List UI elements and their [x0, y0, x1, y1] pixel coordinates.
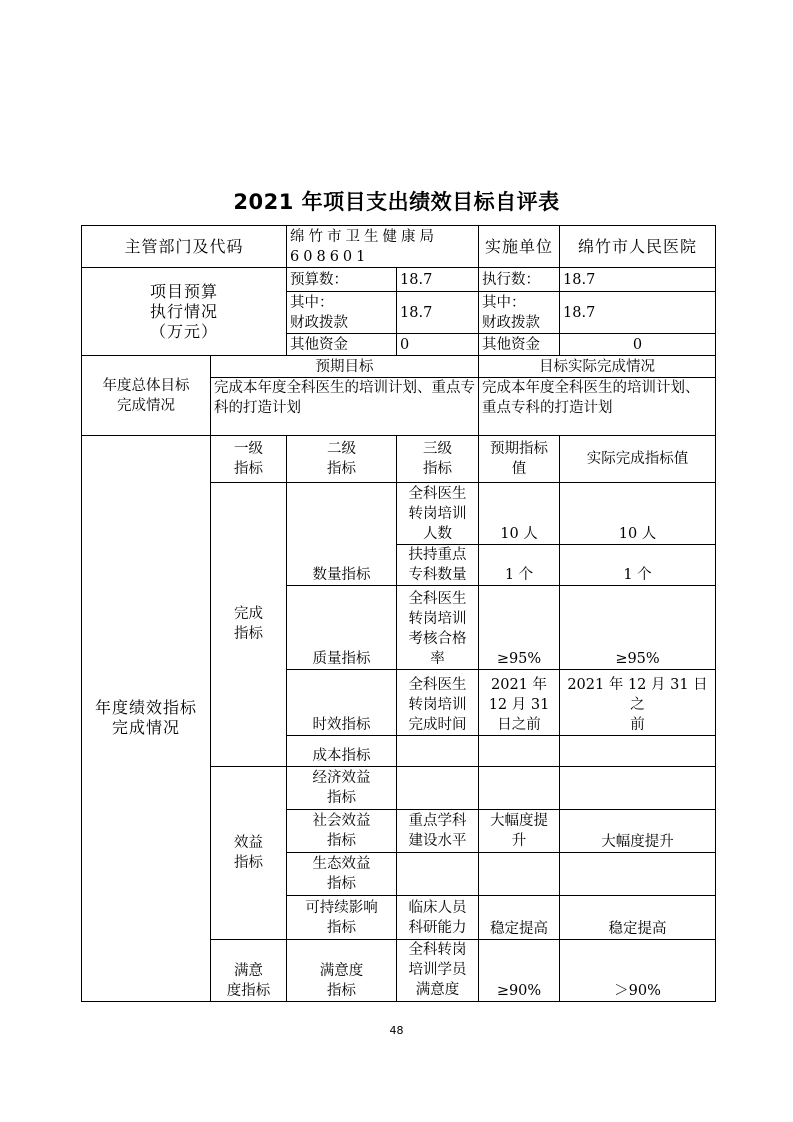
- actual-cell: 2021 年 12 月 31 日之 前: [560, 669, 716, 735]
- among-label: 其中： 财政拨款: [287, 292, 397, 334]
- l3-cell: [397, 735, 479, 766]
- l3-cell: 扶持重点 专科数量: [397, 545, 479, 586]
- among-exec: 18.7: [560, 292, 716, 334]
- exec-value: 18.7: [560, 268, 716, 292]
- l3-cell: [397, 767, 479, 810]
- expected-cell: ≥95%: [479, 586, 560, 669]
- actual-text: 完成本年度全科医生的培训计划、重点专科的打造计划: [479, 377, 716, 435]
- l2-cell: 数量指标: [287, 482, 397, 585]
- among-plan: 18.7: [397, 292, 479, 334]
- budget-label: 项目预算 执行情况 （万元）: [82, 268, 287, 356]
- col-actual-header: 实际完成指标值: [560, 435, 716, 482]
- col-l1-header: 一级 指标: [211, 435, 287, 482]
- actual-header: 目标实际完成情况: [479, 356, 716, 377]
- other-exec: 0: [560, 334, 716, 356]
- actual-cell: [560, 853, 716, 896]
- expected-cell: [479, 853, 560, 896]
- expected-cell: [479, 767, 560, 810]
- l2-cell: 社会效益 指标: [287, 810, 397, 853]
- expected-text: 完成本年度全科医生的培训计划、重点专科的打造计划: [211, 377, 479, 435]
- table-row: [82, 356, 716, 377]
- l2-cell: 质量指标: [287, 586, 397, 669]
- col-l2-header: 二级 指标: [287, 435, 397, 482]
- actual-cell: 10 人: [560, 482, 716, 544]
- actual-cell: [560, 735, 716, 766]
- actual-cell: [560, 767, 716, 810]
- plan-value: 18.7: [397, 268, 479, 292]
- l3-cell: 全科医生 转岗培训 人数: [397, 482, 479, 544]
- col-l3-header: 三级 指标: [397, 435, 479, 482]
- l2-cell: 时效指标: [287, 669, 397, 735]
- actual-cell: 稳定提高: [560, 896, 716, 939]
- l2-cell: 成本指标: [287, 735, 397, 766]
- self-evaluation-table: [81, 225, 716, 1002]
- overall-label: 年度总体目标 完成情况: [82, 356, 211, 435]
- l1-complete: 完成 指标: [211, 482, 287, 766]
- expected-cell: 10 人: [479, 482, 560, 544]
- l1-satisfaction: 满意 度指标: [211, 939, 287, 1001]
- l2-cell: 生态效益 指标: [287, 853, 397, 896]
- l3-cell: 临床人员 科研能力: [397, 896, 479, 939]
- l3-cell: 重点学科 建设水平: [397, 810, 479, 853]
- expected-header: 预期目标: [211, 356, 479, 377]
- other-label: 其他资金: [287, 334, 397, 356]
- actual-cell: 大幅度提升: [560, 810, 716, 853]
- impl-value: 绵竹市人民医院: [560, 226, 716, 268]
- other-plan: 0: [397, 334, 479, 356]
- expected-cell: 稳定提高: [479, 896, 560, 939]
- l3-cell: 全科医生 转岗培训 完成时间: [397, 669, 479, 735]
- actual-cell: ＞90%: [560, 939, 716, 1001]
- exec-label: 执行数：: [479, 268, 560, 292]
- l3-cell: [397, 853, 479, 896]
- expected-cell: 大幅度提 升: [479, 810, 560, 853]
- l2-cell: 满意度 指标: [287, 939, 397, 1001]
- other-exec-label: 其他资金: [479, 334, 560, 356]
- dept-label: 主管部门及代码: [82, 226, 287, 268]
- l2-cell: 经济效益 指标: [287, 767, 397, 810]
- expected-cell: 1 个: [479, 545, 560, 586]
- col-expected-header: 预期指标 值: [479, 435, 560, 482]
- actual-cell: 1 个: [560, 545, 716, 586]
- l2-cell: 可持续影响 指标: [287, 896, 397, 939]
- table-row: [82, 435, 716, 482]
- among-exec-label: 其中： 财政拨款: [479, 292, 560, 334]
- dept-value: 绵竹市卫生健康局 608601: [287, 226, 479, 268]
- impl-label: 实施单位: [479, 226, 560, 268]
- expected-cell: 2021 年 12 月 31 日之前: [479, 669, 560, 735]
- document-title: 2021 年项目支出绩效目标自评表: [233, 190, 560, 214]
- l1-benefit: 效益 指标: [211, 767, 287, 940]
- expected-cell: [479, 735, 560, 766]
- page-number: 48: [389, 1024, 404, 1037]
- table-row: [82, 268, 716, 292]
- plan-label: 预算数：: [287, 268, 397, 292]
- l3-cell: 全科医生 转岗培训 考核合格 率: [397, 586, 479, 669]
- actual-cell: ≥95%: [560, 586, 716, 669]
- expected-cell: ≥90%: [479, 939, 560, 1001]
- l3-cell: 全科转岗 培训学员 满意度: [397, 939, 479, 1001]
- table-row: [82, 226, 716, 268]
- perf-label: 年度绩效指标 完成情况: [82, 435, 211, 1001]
